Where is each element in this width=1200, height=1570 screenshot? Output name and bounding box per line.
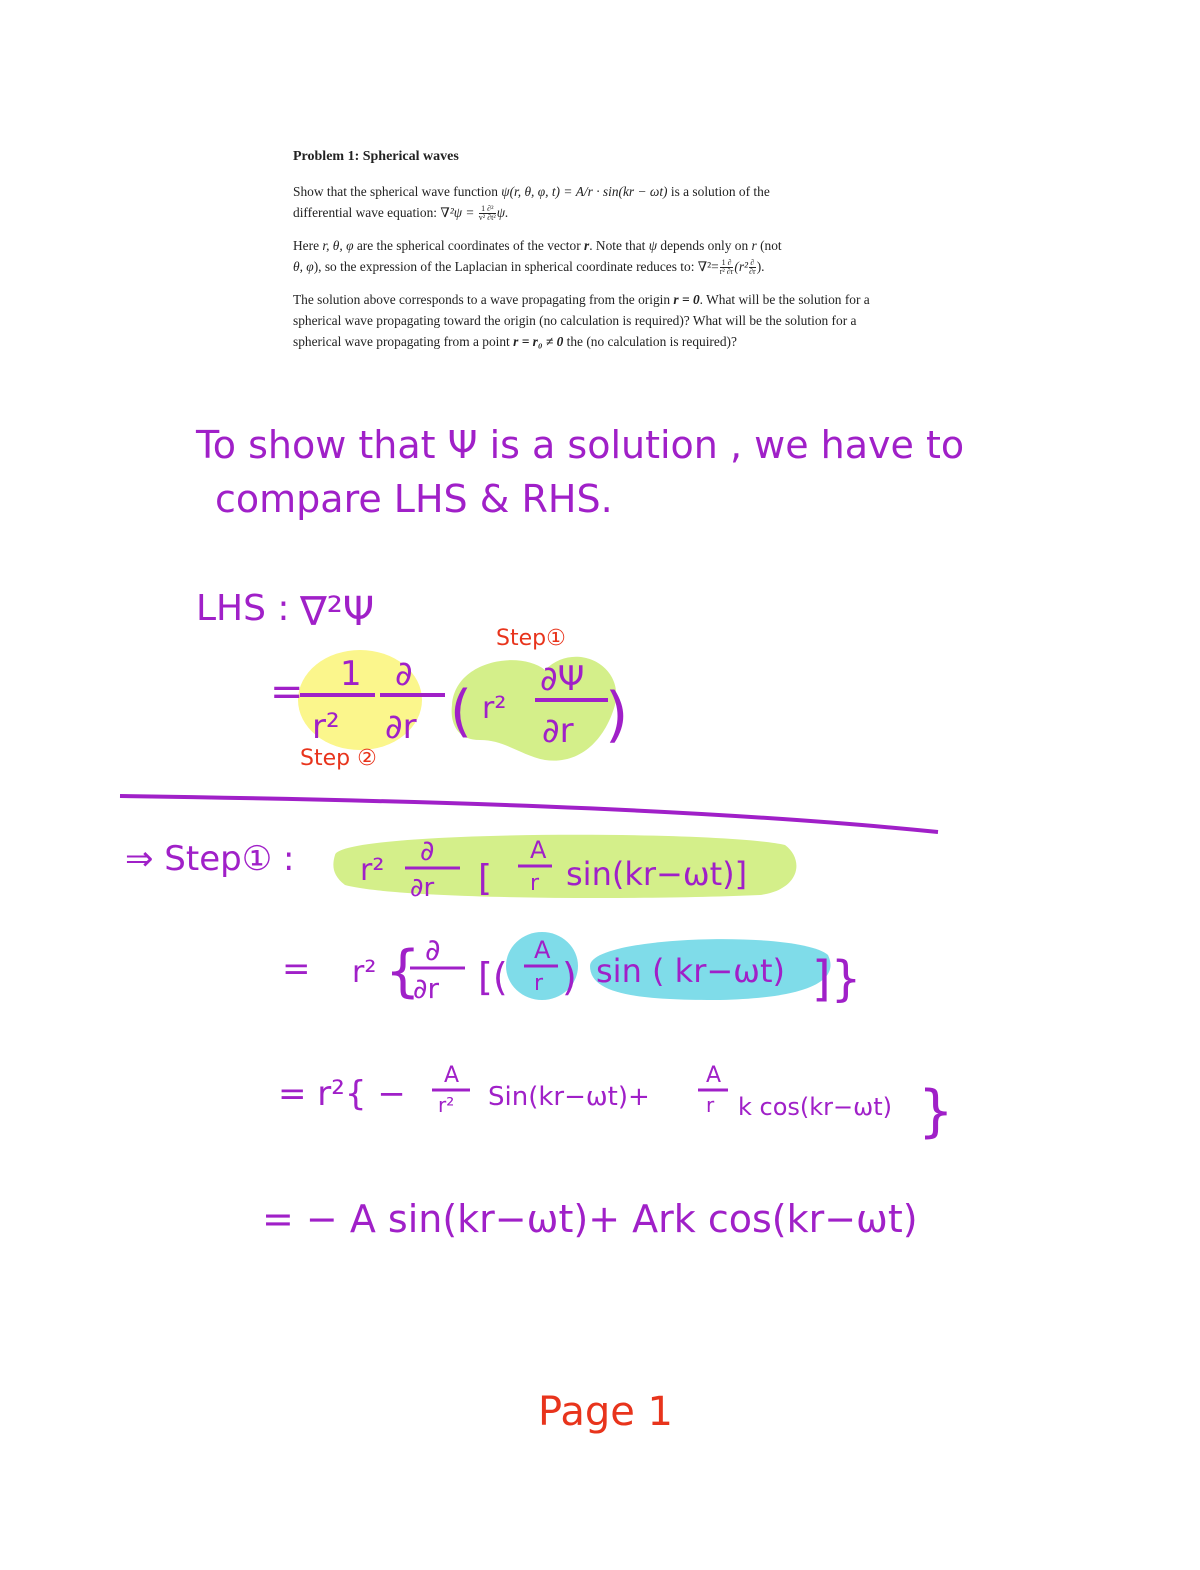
l2-r2: r² (352, 955, 377, 990)
divider-line (120, 796, 938, 832)
lap-frac3-num: ∂Ψ (540, 659, 585, 699)
lap-paren-close: ) (605, 680, 629, 750)
p2-psi: ψ (648, 238, 658, 253)
p1-text-b: is a solution of the (667, 184, 770, 199)
lap-r2: r² (482, 691, 507, 726)
p2-text-c: . Note that (589, 238, 649, 253)
p1-eq-den: v² ∂t² (478, 213, 496, 223)
s1-a-num: A (530, 836, 547, 864)
lap-frac2-den: ∂r (385, 707, 417, 747)
l3-eq: = r²{ − (278, 1074, 406, 1114)
p2-lap-num: 1 ∂ (721, 258, 732, 268)
p1-eq-rhs: ψ. (496, 205, 509, 220)
p2-vars: r, θ, φ (322, 238, 354, 253)
p3-origin: r = 0 (673, 292, 700, 307)
p3-point: r = r₀ ≠ 0 (513, 334, 564, 349)
lap-paren-open: ( (450, 679, 472, 744)
l4-result: = − A sin(kr−ωt)+ Ark cos(kr−ωt) (262, 1197, 918, 1241)
lap-frac2-num: ∂ (395, 654, 413, 694)
p1-eq-num: 1 ∂² (479, 205, 496, 214)
l2-eq: = (282, 949, 311, 989)
p2-r: r (751, 238, 757, 253)
l2-close: ) (562, 955, 577, 999)
p2-text-g: ), so the expression of the Laplacian in spherical coordinate reduces to: ∇²= (313, 259, 719, 274)
p2-angles: θ, φ (293, 259, 314, 274)
p3-text-c: the (no calculation is required)? (563, 334, 737, 349)
p1-text-a: Show that the spherical wave function (293, 184, 502, 199)
lhs-label: LHS : (196, 588, 290, 629)
l3-a-den: r² (438, 1093, 455, 1117)
l3-end: } (918, 1079, 954, 1144)
intro-line-2: compare LHS & RHS. (215, 477, 613, 521)
l3-sin: Sin(kr−ωt)+ (488, 1082, 650, 1112)
p2-lap-rest: (r² (734, 259, 749, 274)
p1-eq-lhs: ∇²ψ = (440, 205, 478, 220)
lap-frac1-num: 1 (340, 654, 362, 694)
problem-title: Problem 1: Spherical waves (293, 149, 459, 164)
highlight-green-step1 (452, 657, 617, 761)
step1-label: Step① (496, 626, 566, 651)
l2-open: [( (478, 955, 508, 999)
l3-a2-num: A (706, 1063, 722, 1088)
step2-label: Step ② (300, 746, 377, 771)
l2-sin: sin ( kr−ωt) (596, 952, 785, 990)
lap-frac1-den: r² (312, 707, 340, 747)
p2-vector: r (584, 238, 590, 253)
p2-text-a: Here (293, 238, 323, 253)
p2-text-b: are the spherical coordinates of the vector (353, 238, 584, 253)
intro-line-1: To show that Ψ is a solution , we have to (196, 423, 965, 467)
s1-frac-num: ∂ (420, 834, 435, 867)
p2-text-e: (not (756, 238, 782, 253)
l2-d-num: ∂ (425, 933, 441, 968)
l3-a2-den: r (706, 1093, 715, 1117)
lap-frac3-den: ∂r (542, 711, 574, 751)
p2-lap-num2: ∂ (750, 258, 755, 268)
l2-a-den: r (534, 971, 544, 996)
s1-frac-den: ∂r (410, 873, 435, 903)
p3-text-a: The solution above corresponds to a wave propagating from the origin (293, 292, 674, 307)
lap-eq-sign: = (270, 669, 304, 715)
page-label: Page 1 (538, 1389, 673, 1435)
p2-lap-end: ). (756, 259, 765, 274)
l2-end: ]} (812, 951, 862, 1007)
s1-sin: sin(kr−ωt)] (566, 855, 748, 893)
step1-heading: ⇒ Step① : (125, 839, 295, 879)
p2-lap-den: r² ∂r (719, 267, 734, 277)
s1-r2: r² (360, 853, 385, 888)
lhs-expr: ∇²Ψ (300, 589, 375, 635)
l2-a-num: A (534, 936, 551, 964)
l3-cos: k cos(kr−ωt) (738, 1093, 893, 1121)
p2-lap-den2: ∂r (749, 267, 756, 277)
l2-brace: { (385, 939, 421, 1004)
p2-text-d: depends only on (657, 238, 752, 253)
p1-text-c: differential wave equation: (293, 205, 441, 220)
l3-a-num: A (444, 1063, 460, 1088)
p1-wave-function: ψ(r, θ, φ, t) = A/r · sin(kr − ωt) (501, 184, 668, 199)
p3-text-b: . What will be the solution for a spherical wave propagating toward the origin (no calculation is required)? What will be the solution for a spherical wave propagating from a point (293, 292, 870, 349)
s1-a-den: r (530, 871, 540, 896)
l2-d-den: ∂r (413, 972, 439, 1005)
s1-bracket: [ (478, 858, 493, 899)
